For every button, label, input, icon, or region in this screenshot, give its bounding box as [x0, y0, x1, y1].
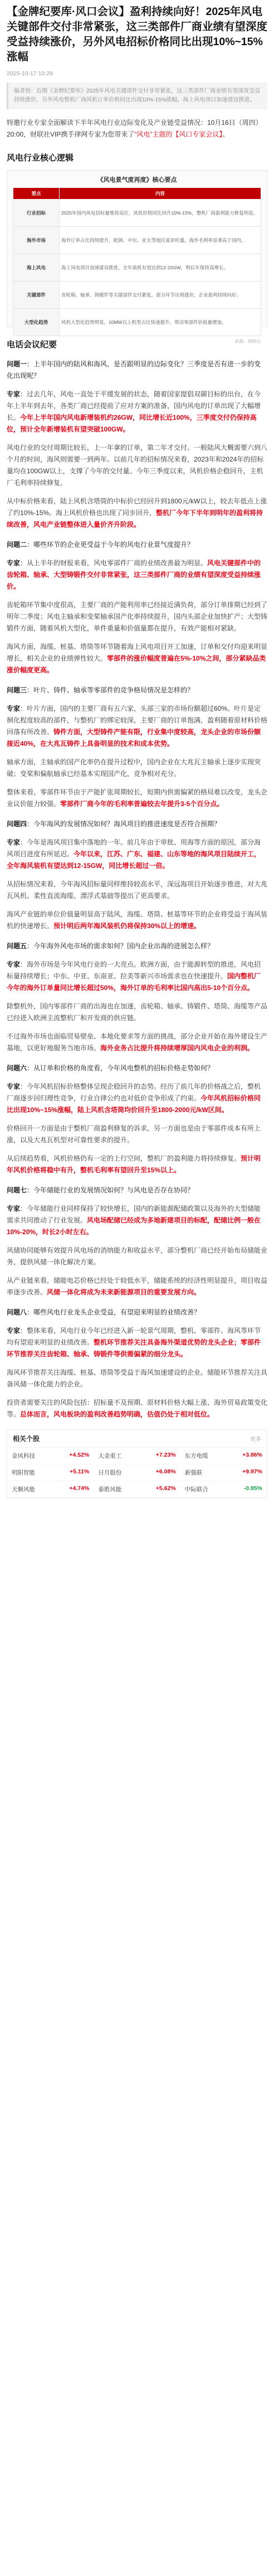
answer-text: 整体来看，风电行业今年已经进入新一轮景气周期，整机、零部件、海风等环节均有望迎来明显的业绩改善。 [7, 1327, 261, 1346]
stock-item[interactable] [94, 1448, 180, 1464]
related-stocks [7, 1429, 267, 1498]
qa-block [7, 358, 267, 531]
answer-text: 投资者需要关注的风险包括：招标量不及预期、原材料价格大幅上涨、海外贸易政策变化等。 [7, 1399, 268, 1418]
stock-change: +6.08% [155, 1468, 176, 1475]
table-cell-key: 海外市场 [13, 227, 60, 254]
answer-label: 专家 [7, 705, 21, 712]
answer-text: 不过海外市场也面临贸易壁垒、本地化要求等方面的挑战，部分企业开始在海外建设生产基地，以更好地服务当地市场。 [7, 1032, 268, 1052]
question-text: 叶片、铸件、轴承等零部件的竞争格局情况是怎样的？ [33, 686, 194, 694]
answer-separator: ： [20, 390, 27, 398]
question-text: 哪些风电行业龙头企业受益，有望迎来明显的业绩改善？ [33, 1308, 201, 1316]
question-text: 今年海外风电市场的需求如何？国内企业出海的进展怎么样？ [33, 942, 214, 950]
stock-change: -0.85% [243, 1485, 262, 1492]
stock-change: +5.11% [70, 1468, 90, 1475]
stock-item[interactable] [180, 1464, 267, 1481]
stock-item[interactable] [7, 1448, 94, 1464]
answer-label: 专家 [7, 1205, 21, 1212]
stock-name: 天顺风能 [12, 1486, 35, 1493]
answer [7, 959, 267, 994]
qa-block [7, 1307, 267, 1420]
answer-paragraph [7, 1397, 267, 1420]
qa-list [7, 358, 267, 1420]
answer-text: 海外市场是今年风电行业的一大亮点。欧洲方面，由于能源转型的推进，风电招标量持续增长；中东、中亚、东南亚、拉美等新兴市场需求也在快速提升。 [7, 960, 261, 980]
image-title: 《风电景气度再度》核心要点 [97, 177, 177, 183]
stock-grid [7, 1448, 267, 1498]
answer-paragraph: 风电行业的交付周期比较长，上一年拿的订单，第二年才交付。一般陆风大概需要六到八个月的时间，海风则需要一到两年。以前几年的招标情况来看，2023年和2024年的招标量均在100GW以上，支撑了今年的交付量。今年三季度以来，风机价格企稳回升，主机厂毛利率持续修复。 [7, 444, 268, 487]
table-cell-value: 风机大型化趋势明显，10MW以上机型占比快速提升，带动零部件价值量增加。 [60, 309, 261, 336]
answer-text: 整体来看，零部件环节由于产能扩张周期较长，短期内供需偏紧的格局难以改变，龙头企业议价能力较强。 [7, 788, 268, 808]
table-cell-value: 2025年国内风电招标量维持高位，风机价格同比回升10%-15%，整机厂商盈利能力修复明显。 [60, 200, 261, 227]
question-separator: ： [27, 1064, 34, 1072]
answer-highlight: 国内整机厂今年的海外订单量同比增长超过50%，海外订单的毛利率比国内高出5-10个百分点。 [7, 972, 261, 992]
table-cell-value: 齿轮箱、轴承、铸锻件等关键部件交付紧张，部分环节出现涨价，企业盈利持续向好。 [60, 282, 261, 309]
answer-text: 从上半年的财报来看，风电零部件厂商的业绩改善最为明显。 [27, 559, 208, 567]
answer [7, 1325, 267, 1360]
stock-item[interactable] [180, 1481, 267, 1498]
stock-item[interactable] [94, 1481, 180, 1498]
answer-separator: ： [20, 559, 27, 567]
answer-text: 海风方面，海缆、桩基、塔筒等环节随着海上风电项目开工加速，订单和交付均迎来明显增长，相关企业的业绩弹性较大。 [7, 643, 268, 662]
table-cell-value: 海上风电项目加速建设推进，全年装机有望达到12-15GW，明后年保持高增长。 [60, 254, 261, 282]
question [7, 358, 267, 382]
editor-note: 编者按：近期《金牌纪要库》2025年风电关键部件交付非常紧张，这三类部件厂商业绩有望深度受益持续涨价，另外风电整机厂商风机订单价格同比出现10%-15%涨幅，海上风电项目加速建设推进。 [7, 83, 267, 109]
question-label: 问题六 [7, 1064, 27, 1072]
answer-highlight: 今年以来，江苏、广东、福建、山东等地的海风项目陆续开工，全年海风装机有望达到12-15GW，同比增长超过一倍。 [7, 850, 261, 870]
question-text: 今年海风的发展情况如何？海风项目的推进速度是否符合预期？ [33, 820, 221, 828]
answer-paragraph [7, 641, 267, 676]
table-header-key: 要点 [13, 188, 60, 200]
answer-highlight: 今年上半年国内风电新增装机约26GW，同比增长近100%，三季度交付仍保持高位，预计全年新增装机有望突破100GW。 [7, 414, 257, 433]
qa-block [7, 1185, 267, 1298]
answer-highlight: 铸件方面，大型铸件产能有限，行业集中度较高，龙头企业的市场份额接近40%，在大兆瓦铸件上具备明显的技术和成本优势。 [7, 728, 261, 748]
question-label: 问题八 [7, 1308, 27, 1316]
answer-text: 今年储能行业同样保持了较快增长，国内的新能源配储政策以及海外的大型储能需求共同推动了行业发展。 [7, 1205, 261, 1224]
stock-name: 大金重工 [98, 1453, 122, 1459]
answer [7, 1081, 267, 1116]
summary-heading: 电话会议纪要 [7, 340, 57, 350]
answer-text: 从中标价格来看，陆上风机含塔筒的中标价已经回升到1800元/kW以上，较去年低点上涨了约10%-15%。海上风机价格也出现了同步回升， [7, 497, 267, 517]
intro-text: 特邀行业专家全面解读下半年风电行业边际变化及产业链受益情况：10月16日（周四）20:00，财联社VIP携手律网专家为您带来了 [7, 119, 262, 138]
related-stocks-header [7, 1430, 267, 1448]
answer-paragraph [7, 1031, 267, 1054]
answer-paragraph: 齿轮箱环节集中度很高，主要厂商的产能利用率已经接近满负荷，部分订单排期已经到了明年二季度；风电主轴承和变桨轴承国产化率持续提升，国内头部企业加快扩产；大型铸锻件方面，随着风机大型化，单件重量和价值量都在提升，有效产能相对紧缺。 [7, 601, 268, 632]
answer-highlight: 整机环节推荐关注具备海外渠道优势的龙头企业；零部件环节推荐关注齿轮箱、轴承、铸锻件等供需偏紧的细分龙头。 [7, 1338, 261, 1358]
stock-change: +4.74% [69, 1485, 90, 1492]
question-text: 哪些环节的企业更受益于今年的风电行业景气度提升？ [33, 541, 194, 549]
question [7, 539, 267, 551]
question-separator: ： [27, 360, 34, 368]
answer-text: 从后续趋势看，风机价格仍有一定的上行空间，整机厂的盈利能力将持续修复。 [7, 1154, 241, 1162]
table-row [13, 227, 261, 254]
answer-highlight: 风储一体化将成为未来新能源项目的重要发展方向。 [47, 1288, 201, 1296]
answer-paragraph [7, 496, 267, 531]
answer-paragraph [7, 1275, 267, 1298]
qa-block [7, 685, 267, 810]
question-text: 从订单和价格的角度看，今年风电整机的招标价格走势如何？ [33, 1064, 214, 1072]
question [7, 685, 267, 696]
stock-item[interactable] [7, 1481, 94, 1498]
stock-change: +4.52% [69, 1452, 90, 1458]
table-header-value: 内容 [60, 188, 261, 200]
answer-highlight: 零部件的涨价幅度普遍在5%-10%之间，部分紧缺品类涨价幅度更高。 [7, 654, 266, 674]
stock-name: 东方电缆 [184, 1453, 208, 1459]
article-title: 【金牌纪要库·风口会议】盈利持续向好！2025年风电关键部件交付非常紧张，这三类部件厂商业绩有望深度受益持续涨价，另外风电招标价格同比出现10%~15%涨幅 [7, 6, 268, 63]
table-row [13, 309, 261, 336]
answer-separator: ： [20, 1083, 27, 1090]
question [7, 1185, 267, 1196]
answer-paragraph: 价格回升一方面是由于整机厂商盈利修复的诉求，另一方面也是由于零部件成本有所上涨，以及大兆瓦机型对可靠性要求的提升。 [7, 1124, 261, 1144]
qa-block [7, 1063, 267, 1176]
answer-highlight: 整机厂今年下半年到明年的盈利将持续改善，风电产业链整体进入量价齐升阶段。 [7, 509, 263, 528]
answer-highlight: 风电关键部件中的齿轮箱、轴承、大型铸锻件交付非常紧张，这三类部件厂商的业绩有望深度受益持续涨价。 [7, 559, 261, 590]
core-points-image[interactable] [7, 170, 267, 344]
question-label: 问题一 [7, 360, 27, 368]
stock-name: 明阳智能 [12, 1469, 35, 1476]
answer-separator: ： [20, 1327, 27, 1335]
table-row [13, 200, 261, 227]
answer-highlight: 预计明后两年海风装机仍将保持30%以上的增速。 [53, 922, 201, 930]
stock-change: +3.86% [242, 1452, 262, 1458]
table-cell-key: 大型化趋势 [13, 309, 60, 336]
table-cell-key: 行业招标 [13, 200, 60, 227]
stock-name: 日月股份 [98, 1469, 122, 1476]
answer-text: 从产业链来看，储能电芯价格已经处于较低水平，储能系统的经济性明显提升，项目收益率逐步改善。 [7, 1277, 268, 1296]
answer-highlight: 预计明年风机价格将稳中有升，整机毛利率有望回升至15%以上。 [7, 1154, 261, 1174]
question-label: 问题七 [7, 1186, 27, 1194]
answer-paragraph [7, 787, 267, 810]
question [7, 1307, 267, 1318]
answer [7, 837, 267, 872]
question-label: 问题五 [7, 942, 27, 950]
answer-highlight: 零部件厂商今年的毛利率普遍较去年提升3-5个百分点。 [60, 800, 224, 808]
answer [7, 557, 267, 593]
answer [7, 389, 267, 435]
qa-block [7, 818, 267, 932]
answer-text: 过去几年，风电一直处于平缓发展的状态，随着国家提倡双碳目标的出台，在今年上半年到去年，各类厂商已经提前了应对方案的准备，国内风电的订单出现了大幅增长。 [7, 390, 261, 421]
answer-label: 专家 [7, 1327, 21, 1335]
stock-name: 金风科技 [12, 1453, 35, 1459]
answer-label: 专家 [7, 1083, 21, 1090]
qa-block [7, 539, 267, 676]
question-separator: ： [27, 1308, 34, 1316]
question-separator: ： [27, 686, 34, 694]
answer-paragraph: 除整机外，国内零部件厂商的出海也在加速，齿轮箱、轴承、铸锻件、塔筒、海缆等产品已经进入欧洲主流整机厂和开发商的供应链。 [7, 1002, 268, 1022]
question [7, 818, 267, 830]
question-text: 上半年国内的陆风和海风，是否跟明显的边际变化？三季度是否有进一步的变化出现呢？ [7, 360, 261, 380]
table-row [13, 254, 261, 282]
question [7, 940, 267, 952]
answer-label: 专家 [7, 390, 21, 398]
question-text: 今年储能行业的发展情况如何？与风电是否存在协同？ [33, 1186, 194, 1194]
stock-name: 中际联合 [184, 1486, 208, 1493]
question-label: 问题三 [7, 686, 27, 694]
question-separator: ： [27, 1186, 34, 1194]
answer-paragraph: 轴承方面，主轴承的国产化率仍在提升过程中，国内企业在大兆瓦主轴承上逐步实现突破；变桨和偏航轴承已经基本实现国产化，竞争相对充分。 [7, 758, 261, 778]
answer-text: 今年是海风项目集中落地的一年。前几年由于审批、用海等方面的原因，部分海风项目进度有所延迟。 [7, 838, 261, 858]
intro-text-end: 。 [222, 130, 229, 138]
question [7, 1063, 267, 1074]
more-stocks-link[interactable]: 更多 [250, 1437, 261, 1443]
answer-separator: ： [20, 705, 27, 712]
answer [7, 1203, 267, 1238]
table-cell-key: 海上风电 [13, 254, 60, 282]
answer-separator: ： [20, 1205, 27, 1212]
image-source-note: 来源：财联社 [234, 339, 261, 344]
answer-paragraph [7, 909, 267, 932]
answer-separator: ： [20, 838, 27, 846]
table-row [13, 282, 261, 309]
answer-paragraph: 海风环节推荐关注海缆、桩基、塔筒等受益于海风加速建设的企业。储能环节推荐关注具备风储一体化能力的企业。 [7, 1369, 268, 1388]
stock-change: +5.62% [155, 1485, 176, 1492]
question-label: 问题四 [7, 820, 27, 828]
answer-highlight: 海外业务占比提升将持续增厚国内风电企业的利润。 [100, 1044, 255, 1052]
answer-label: 专家 [7, 559, 21, 567]
answer-label: 专家 [7, 838, 21, 846]
question-separator: ： [27, 820, 34, 828]
answer-highlight: 今年风机招标价格同比出现10%~15%涨幅，陆上风机含塔筒均价回升至1800-2000元/kW区间。 [7, 1094, 261, 1114]
intro-highlight-link[interactable]: “风电”主题的【风口专家会议】 [134, 130, 223, 138]
answer-paragraph [7, 1153, 267, 1176]
answer-separator: ： [20, 960, 27, 968]
answer [7, 703, 267, 750]
answer-paragraph: 风储协同能够有效提升风电场的消纳能力和收益水平，部分整机厂商已经开始布局储能业务，提供风储一体化解决方案。 [7, 1246, 268, 1266]
stock-change: +9.97% [242, 1468, 262, 1475]
answer-text: 海风产业链的单位价值量明显高于陆风，海缆、塔筒、桩基等环节的企业将受益于海风装机的快速增长。 [7, 910, 268, 930]
answer-text: 今年风机招标价格整体呈现企稳回升的态势。经历了前几年的价格战之后，整机厂商逐步回归理性竞争，行业自律公约也对低价竞争形成了约束。 [7, 1083, 261, 1102]
stock-name: 新强联 [184, 1469, 203, 1476]
question-separator: ： [27, 942, 34, 950]
qa-block [7, 940, 267, 1054]
table-cell-key: 关键部件 [13, 282, 60, 309]
answer-highlight: 总体而言，风电板块的盈利改善趋势明确，估值仍处于相对低位。 [20, 1410, 214, 1418]
table-cell-value: 海外订单占比持续提升，欧洲、中东、亚太等地区需求旺盛，海外毛利率显著高于国内。 [60, 227, 261, 254]
stock-change: +7.23% [155, 1452, 176, 1458]
stock-item[interactable] [180, 1448, 267, 1464]
answer-highlight: 风电场配储已经成为多地新建项目的标配，配储比例一般在10%-20%，时长2小时左右。 [7, 1216, 261, 1236]
stock-item[interactable] [7, 1464, 94, 1481]
question-label: 问题二 [7, 541, 27, 549]
publish-date: 2025-10-17 10:29 [7, 70, 53, 77]
core-points-table [13, 187, 261, 336]
stock-item[interactable] [94, 1464, 180, 1481]
related-stocks-title: 相关个股 [13, 1435, 40, 1443]
answer-text: 叶片方面，国内的主要厂商有五六家，头部三家的市场份额超过60%。叶片是定制化程度较高的部件，与整机厂的绑定较深，主要厂商的订单饱满，盈利随着原材料价格回落有所改善。 [7, 705, 268, 736]
intro-paragraph [7, 117, 267, 140]
core-logic-heading: 风电行业核心逻辑 [7, 153, 74, 163]
answer-paragraph: 从招标情况来看，今年海风招标量同样维持较高水平，深远海项目开始逐步推进，对大兆瓦风机、柔性直流海缆、漂浮式基础等提出了更高要求。 [7, 880, 268, 900]
answer-label: 专家 [7, 960, 21, 968]
stock-name: 泰胜风能 [98, 1486, 122, 1493]
question-separator: ： [27, 541, 34, 549]
